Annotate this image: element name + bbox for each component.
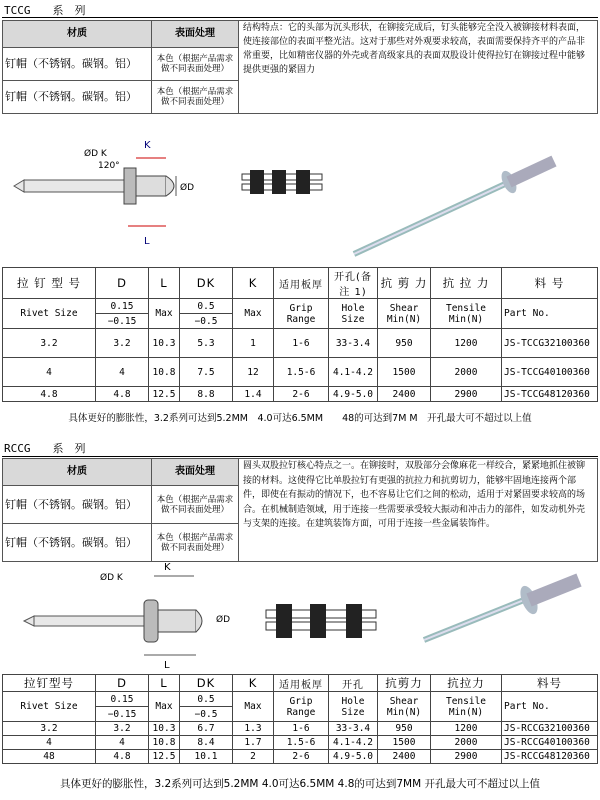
- sub-d-plus: 0.15: [96, 692, 149, 707]
- material-header: 材质: [3, 459, 152, 486]
- col-d: D: [96, 675, 149, 692]
- table-row: [3, 387, 598, 402]
- cell: 2000: [431, 358, 502, 387]
- sub-rivet-size: Rivet Size: [3, 692, 96, 722]
- cell: 3.2: [96, 722, 149, 736]
- col-k: K: [233, 268, 274, 299]
- tccg-spec-table: [2, 267, 598, 402]
- cell: 1-6: [274, 329, 329, 358]
- cell: 1.3: [233, 722, 274, 736]
- l-label: L: [164, 660, 170, 670]
- d-label: ØD: [180, 183, 195, 193]
- cell: 3.2: [3, 722, 96, 736]
- rivet-section-drawing: [14, 158, 176, 226]
- cell: 8.8: [180, 387, 233, 402]
- cell: 4: [96, 736, 149, 750]
- cell: 1.5-6: [274, 358, 329, 387]
- col-rivet-size: 拉 钉 型 号: [3, 268, 96, 299]
- finish-cell: 本色（根据产品需求做不同表面处理）: [152, 81, 239, 114]
- cell: 2400: [378, 387, 431, 402]
- col-shear: 抗剪力: [378, 675, 431, 692]
- cell: 33-3.4: [329, 722, 378, 736]
- col-dk: DK: [180, 675, 233, 692]
- section-divider: [2, 17, 598, 18]
- cell: 33-3.4: [329, 329, 378, 358]
- finish-cell: 本色（根据产品需求做不同表面处理）: [152, 48, 239, 81]
- cell: 4: [3, 736, 96, 750]
- cell: 4.8: [96, 750, 149, 764]
- cell: JS-TCCG32100360: [502, 329, 598, 358]
- series-title: TCCG 系 列: [4, 4, 86, 17]
- structure-description: 圆头双股拉钉核心特点之一。在铆接时，双股部分会像麻花一样绞合，紧紧地抓住被铆接的材料。这使得它比单股拉钉有更强的抗拉力和抗剪切力，能够牢固地连接两个部件，即使在有振动的情况下，也不容易让它们之间的松动，适用于对紧固要求较高的场合。在机械制造领域，用于连接一些需要承受较大振动和冲击力的部件，如发动机外壳与支架的连接。在建筑装饰方面，可用于连接一些金属装饰件。: [239, 459, 598, 562]
- cell: 48: [3, 750, 96, 764]
- col-part: 料 号: [502, 268, 598, 299]
- sub-hole: Hole Size: [329, 692, 378, 722]
- cell: JS-TCCG48120360: [502, 387, 598, 402]
- cell: 4.8: [3, 387, 96, 402]
- expansion-note: 具体更好的膨胀性，3.2系列可达到5.2MM 4.0可达6.5MM 48的可达到7M M 开孔最大可不超过以上值: [68, 413, 532, 424]
- material-cell: 钉帽（不锈钢。碳钢。铝）: [3, 524, 152, 562]
- col-tensile: 抗 拉 力: [431, 268, 502, 299]
- material-table: [2, 458, 598, 562]
- sub-grip: Grip Range: [274, 692, 329, 722]
- cell: JS-RCCG32100360: [502, 722, 598, 736]
- col-l: L: [149, 268, 180, 299]
- cell: 1-6: [274, 722, 329, 736]
- tccg-image-row: [4, 126, 596, 266]
- sub-grip: Grip Range: [274, 299, 329, 329]
- finish-cell: 本色（根据产品需求做不同表面处理）: [152, 524, 239, 562]
- col-rivet-size: 拉钉型号: [3, 675, 96, 692]
- col-hole: 开孔(备注 1): [329, 268, 378, 299]
- sub-part: Part No.: [502, 692, 598, 722]
- cell: 4.1-4.2: [329, 736, 378, 750]
- rccg-spec-table: [2, 674, 598, 764]
- table-row: [3, 358, 598, 387]
- k-label: K: [164, 562, 171, 573]
- sub-shear: Shear Min(N): [378, 692, 431, 722]
- material-cell: 钉帽（不锈钢。碳钢。铝）: [3, 81, 152, 114]
- cell: 1: [233, 329, 274, 358]
- table-row: [3, 750, 598, 764]
- cell: 4: [3, 358, 96, 387]
- sub-d-plus: 0.15: [96, 299, 149, 314]
- cell: 2: [233, 750, 274, 764]
- tccg-dimension-drawing: [4, 126, 596, 266]
- cell: 2400: [378, 750, 431, 764]
- cell: 950: [378, 722, 431, 736]
- cell: 4.1-4.2: [329, 358, 378, 387]
- joint-section-icon: [266, 604, 376, 638]
- col-d: D: [96, 268, 149, 299]
- material-cell: 钉帽（不锈钢。碳钢。铝）: [3, 486, 152, 524]
- dk-label: ØD K: [100, 573, 123, 583]
- cell: 10.3: [149, 329, 180, 358]
- cell: 12.5: [149, 750, 180, 764]
- finish-header: 表面处理: [152, 459, 239, 486]
- cell: 1200: [431, 329, 502, 358]
- rccg-dimension-drawing: [4, 560, 596, 670]
- sub-hole: Hole Size: [329, 299, 378, 329]
- cell: 3.2: [96, 329, 149, 358]
- sub-dk-minus: −0.5: [180, 707, 233, 722]
- cell: 10.1: [180, 750, 233, 764]
- sub-dk-minus: −0.5: [180, 314, 233, 329]
- cell: 4.9-5.0: [329, 750, 378, 764]
- cell: 2-6: [274, 750, 329, 764]
- cell: 1500: [378, 358, 431, 387]
- cell: JS-RCCG48120360: [502, 750, 598, 764]
- cell: 2900: [431, 387, 502, 402]
- cell: 10.8: [149, 736, 180, 750]
- material-table: [2, 20, 598, 114]
- cell: JS-RCCG40100360: [502, 736, 598, 750]
- rivet-photo: [424, 580, 579, 640]
- rccg-image-row: [4, 560, 596, 670]
- sub-dk-plus: 0.5: [180, 299, 233, 314]
- col-shear: 抗 剪 力: [378, 268, 431, 299]
- cell: 5.3: [180, 329, 233, 358]
- sub-l-max: Max: [149, 299, 180, 329]
- cell: 12: [233, 358, 274, 387]
- cell: 1.7: [233, 736, 274, 750]
- structure-description: 结构特点：它的头部为沉头形状，在铆接完成后，钉头能够完全没入被铆接材料表面，使连接部位的表面平整光洁。这对于那些对外观要求较高，表面需要保持齐平的产品非常重要，比如精密仪器的外壳或者高级家具的表面双股设计使得拉钉在铆接过程中能够提供更强的紧固力: [239, 21, 598, 114]
- cell: 10.3: [149, 722, 180, 736]
- finish-header: 表面处理: [152, 21, 239, 48]
- material-cell: 钉帽（不锈钢。碳钢。铝）: [3, 48, 152, 81]
- dk-label: ØD K: [84, 149, 107, 159]
- cell: 1200: [431, 722, 502, 736]
- angle-label: 120°: [98, 161, 120, 171]
- cell: 4.8: [96, 387, 149, 402]
- finish-cell: 本色（根据产品需求做不同表面处理）: [152, 486, 239, 524]
- sub-d-minus: −0.15: [96, 707, 149, 722]
- series-title: RCCG 系 列: [4, 442, 86, 455]
- cell: 2-6: [274, 387, 329, 402]
- sub-d-minus: −0.15: [96, 314, 149, 329]
- cell: JS-TCCG40100360: [502, 358, 598, 387]
- col-dk: DK: [180, 268, 233, 299]
- col-tensile: 抗拉力: [431, 675, 502, 692]
- cell: 1500: [378, 736, 431, 750]
- col-k: K: [233, 675, 274, 692]
- cell: 8.4: [180, 736, 233, 750]
- sub-part: Part No.: [502, 299, 598, 329]
- cell: 7.5: [180, 358, 233, 387]
- cell: 4.9-5.0: [329, 387, 378, 402]
- rivet-photo: [354, 161, 554, 254]
- col-l: L: [149, 675, 180, 692]
- cell: 10.8: [149, 358, 180, 387]
- cell: 950: [378, 329, 431, 358]
- joint-section-icon: [242, 170, 322, 194]
- sub-dk-plus: 0.5: [180, 692, 233, 707]
- d-label: ØD: [216, 615, 231, 625]
- cell: 2900: [431, 750, 502, 764]
- table-row: [3, 736, 598, 750]
- sub-rivet-size: Rivet Size: [3, 299, 96, 329]
- rivet-section-drawing: [24, 576, 202, 655]
- cell: 1.4: [233, 387, 274, 402]
- cell: 6.7: [180, 722, 233, 736]
- sub-tensile: Tensile Min(N): [431, 692, 502, 722]
- cell: 12.5: [149, 387, 180, 402]
- col-grip: 适用板厚: [274, 675, 329, 692]
- section-divider: [2, 456, 598, 457]
- l-label: L: [144, 236, 150, 247]
- table-row: [3, 329, 598, 358]
- material-header: 材质: [3, 21, 152, 48]
- col-part: 料号: [502, 675, 598, 692]
- sub-tensile: Tensile Min(N): [431, 299, 502, 329]
- cell: 3.2: [3, 329, 96, 358]
- table-row: [3, 722, 598, 736]
- cell: 1.5-6: [274, 736, 329, 750]
- cell: 2000: [431, 736, 502, 750]
- sub-k-max: Max: [233, 692, 274, 722]
- sub-k-max: Max: [233, 299, 274, 329]
- k-label: K: [144, 140, 151, 151]
- expansion-note: 具体更好的膨胀性，3.2系列可达到5.2MM 4.0可达6.5MM 4.8的可达到7MM 开孔最大可不超过以上值: [59, 778, 541, 790]
- sub-l-max: Max: [149, 692, 180, 722]
- col-grip: 适用板厚: [274, 268, 329, 299]
- sub-shear: Shear Min(N): [378, 299, 431, 329]
- col-hole: 开孔: [329, 675, 378, 692]
- cell: 4: [96, 358, 149, 387]
